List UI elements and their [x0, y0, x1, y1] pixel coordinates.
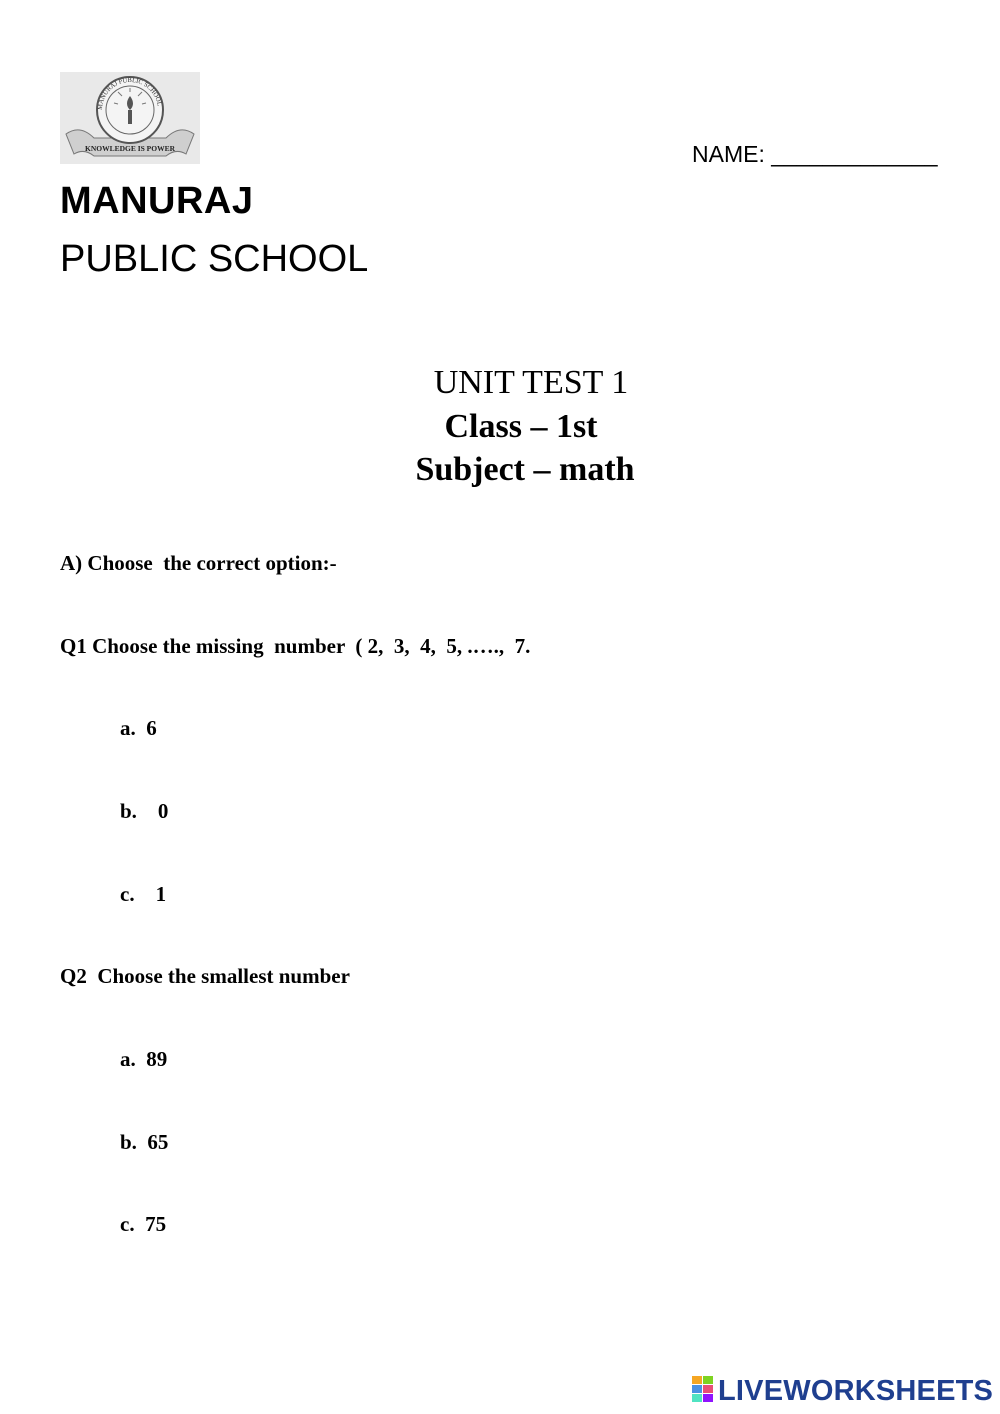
- question-1: Q1 Choose the missing number ( 2, 3, 4, 5, .…., 7.: [60, 634, 531, 658]
- q1-option-c[interactable]: c. 1: [120, 882, 167, 906]
- q2-option-c[interactable]: c. 75: [120, 1212, 167, 1236]
- name-field[interactable]: NAME: _____________: [692, 141, 938, 167]
- liveworksheets-brand: [692, 1374, 993, 1408]
- q1-option-a[interactable]: a. 6: [120, 716, 157, 740]
- brand-text: LIVEWORKSHEETS: [718, 1374, 994, 1407]
- school-subtitle: PUBLIC SCHOOL: [60, 238, 369, 280]
- test-title: UNIT TEST 1: [433, 364, 629, 401]
- q2-option-a[interactable]: a. 89: [120, 1047, 168, 1071]
- class-line: Class – 1st: [444, 408, 598, 445]
- q2-option-b[interactable]: b. 65: [120, 1130, 169, 1154]
- question-2: Q2 Choose the smallest number: [60, 964, 350, 988]
- section-heading: A) Choose the correct option:-: [60, 551, 337, 575]
- svg-text:KNOWLEDGE IS POWER: KNOWLEDGE IS POWER: [84, 144, 176, 153]
- svg-text:MANURAJ PUBLIC SCHOOL: MANURAJ PUBLIC SCHOOL: [96, 76, 163, 111]
- school-name: MANURAJ: [60, 180, 254, 222]
- q1-option-b[interactable]: b. 0: [120, 799, 169, 823]
- subject-line: Subject – math: [415, 451, 635, 488]
- school-logo: [60, 72, 200, 164]
- liveworksheets-logo-icon: [692, 1376, 714, 1407]
